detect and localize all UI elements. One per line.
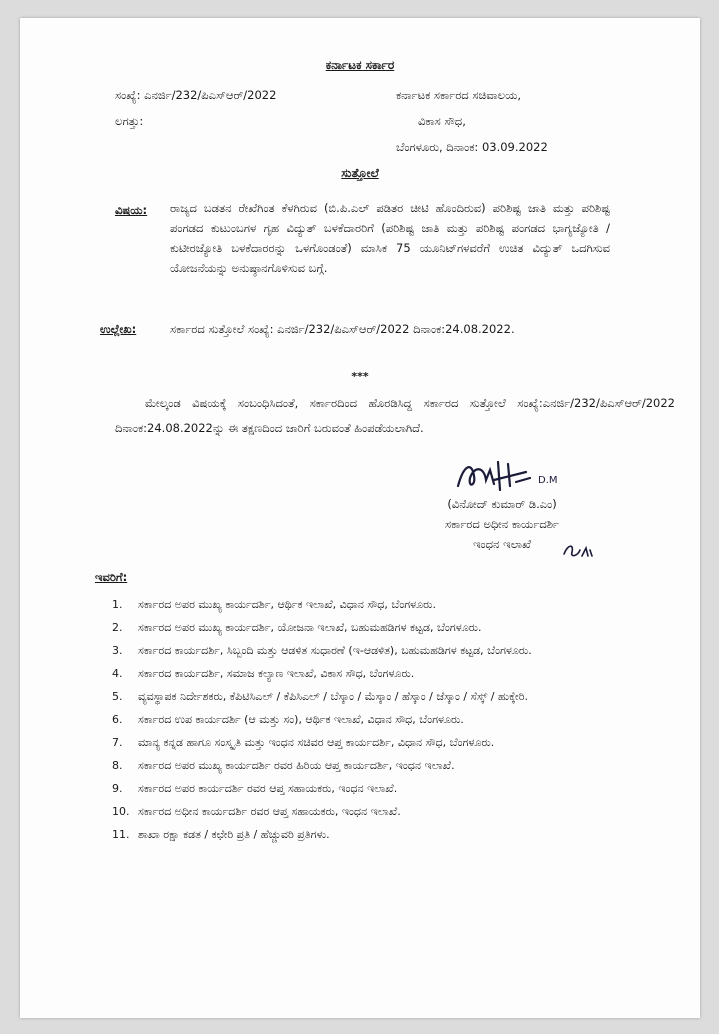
signatory-designation: ಸರ್ಕಾರದ ಅಧೀನ ಕಾರ್ಯದರ್ಶಿ <box>444 517 560 531</box>
signatory-department: ಇಂಧನ ಇಲಾಖೆ <box>473 537 531 551</box>
item-number: 9. <box>112 782 123 795</box>
body-paragraph: ಮೇಲ್ಕಂಡ ವಿಷಯಕ್ಕೆ ಸಂಬಂಧಿಸಿದಂತೆ, ಸರ್ಕಾರದಿಂದ ಹೊರಡಿಸಿದ್ದ ಸರ್ಕಾರದ ಸುತ್ತೋಲೆ ಸಂಖ್ಯೆ:ಎನರ್ಜಿ/232/ಪಿಎಸ್‌ಆರ್/2022 ದಿನಾಂಕ:24.08.2022ನ್ನು ಈ ತಕ್ಷಣದಿಂದ ಜಾರಿಗೆ ಬರುವಂತೆ ಹಿಂಪಡೆಯಲಾಗಿದೆ. <box>115 396 675 435</box>
signatory-name: (ವಿನೋದ್ ಕುಮಾರ್ ಡಿ.ಎಂ) <box>447 497 557 511</box>
item-number: 8. <box>112 759 123 772</box>
list-item <box>112 780 618 797</box>
subject-text: ರಾಜ್ಯದ ಬಡತನ ರೇಖೆಗಿಂತ ಕೆಳಗಿರುವ (ಬಿ.ಪಿ.ಎಲ್ ಪಡಿತರ ಚೀಟಿ ಹೊಂದಿರುವ) ಪರಿಶಿಷ್ಟ ಜಾತಿ ಮತ್ತು ಪರಿಶಿಷ್ಟ ಪಂಗಡದ ಕುಟುಂಬಗಳ ಗೃಹ ವಿದ್ಯುತ್ ಬಳಕೆದಾರರಿಗೆ (ಪರಿಶಿಷ್ಟ ಜಾತಿ ಮತ್ತು ಪರಿಶಿಷ್ಟ ಪಂಗಡದ ಭಾಗ್ಯಜ್ಯೋತಿ / ಕುಟೀರಜ್ಯೋತಿ ಬಳಕೆದಾರರನ್ನು ಒಳಗೊಂಡಂತೆ) ಮಾಸಿಕ 75 ಯೂನಿಟ್‌ಗಳವರೆಗೆ ಉಚಿತ ವಿದ್ಯುತ್ ಒದಗಿಸುವ ಯೋಜನೆಯನ್ನು ಅನುಷ್ಠಾನಗೊಳಿಸುವ ಬಗ್ಗೆ. <box>170 201 610 275</box>
separator-stars: *** <box>351 370 369 383</box>
order-number: ಸಂಖ್ಯೆ: ಎನರ್ಜಿ/232/ಪಿಎಸ್‌ಆರ್/2022 <box>115 88 277 102</box>
place-date: ಬೆಂಗಳೂರು, ದಿನಾಂಕ: 03.09.2022 <box>396 140 548 154</box>
list-item <box>112 711 618 728</box>
svg-text:D.M: D.M <box>538 475 558 486</box>
list-item <box>112 826 618 843</box>
list-item <box>112 688 618 705</box>
office-building: ವಿಕಾಸ ಸೌಧ, <box>418 114 466 128</box>
reference-label: ಉಲ್ಲೇಖ: <box>100 322 137 336</box>
item-text: ಸರ್ಕಾರದ ಅಧೀನ ಕಾರ್ಯದರ್ಶಿ ರವರ ಆಪ್ತ ಸಹಾಯಕರು, ಇಂಧನ ಇಲಾಖೆ. <box>138 805 401 818</box>
item-number: 1. <box>112 598 123 611</box>
list-item <box>112 665 618 682</box>
item-text: ವ್ಯವಸ್ಥಾಪಕ ನಿರ್ದೇಶಕರು, ಕೆಪಿಟಿಸಿಎಲ್ / ಕೆಪಿಸಿಎಲ್ / ಬೆಸ್ಕಾಂ / ಮೆಸ್ಕಾಂ / ಹೆಸ್ಕಾಂ / ಜೆಸ್ಕಾಂ / ಸೆಸ್ಕ್ / ಹುಕ್ಕೇರಿ. <box>138 690 529 703</box>
initials-scribble <box>560 540 600 562</box>
item-number: 10. <box>112 805 130 818</box>
item-text: ಸರ್ಕಾರದ ಉಪ ಕಾರ್ಯದರ್ಶಿ (ಆ ಮತ್ತು ಸಂ), ಆರ್ಥಿಕ ಇಲಾಖೆ, ವಿಧಾನ ಸೌಧ, ಬೆಂಗಳೂರು. <box>138 713 464 726</box>
item-text: ಸರ್ಕಾರದ ಅಪರ ಮುಖ್ಯ ಕಾರ್ಯದರ್ಶಿ, ಯೋಜನಾ ಇಲಾಖೆ, ಬಹುಮಹಡಿಗಳ ಕಟ್ಟಡ, ಬೆಂಗಳೂರು. <box>138 621 482 634</box>
item-number: 5. <box>112 690 123 703</box>
subject-label: ವಿಷಯ: <box>115 203 148 217</box>
circular-title: ಸುತ್ತೋಲೆ <box>341 166 379 180</box>
item-text: ಸರ್ಕಾರದ ಅಪರ ಕಾರ್ಯದರ್ಶಿ ರವರ ಆಪ್ತ ಸಹಾಯಕರು, ಇಂಧನ ಇಲಾಖೆ. <box>138 782 398 795</box>
government-title: ಕರ್ನಾಟಕ ಸರ್ಕಾರ <box>325 58 395 72</box>
item-text: ಸರ್ಕಾರದ ಕಾರ್ಯದರ್ಶಿ, ಸಿಬ್ಬಂದಿ ಮತ್ತು ಆಡಳಿತ ಸುಧಾರಣೆ (ಇ-ಆಡಳಿತ), ಬಹುಮಹಡಿಗಳ ಕಟ್ಟಡ, ಬೆಂಗಳೂರು. <box>138 644 532 657</box>
item-text: ಮಾನ್ಯ ಕನ್ನಡ ಹಾಗೂ ಸಂಸ್ಕೃತಿ ಮತ್ತು ಇಂಧನ ಸಚಿವರ ಆಪ್ತ ಕಾರ್ಯದರ್ಶಿ, ವಿಧಾನ ಸೌಧ, ಬೆಂಗಳೂರು. <box>138 736 495 749</box>
item-number: 3. <box>112 644 123 657</box>
enclosure-label: ಲಗತ್ತು: <box>115 114 144 128</box>
item-number: 11. <box>112 828 130 841</box>
copies-heading: ಇವರಿಗೆ: <box>95 570 128 584</box>
office-name: ಕರ್ನಾಟಕ ಸರ್ಕಾರದ ಸಚಿವಾಲಯ, <box>396 88 522 102</box>
list-item <box>112 619 618 636</box>
list-item <box>112 642 618 659</box>
item-number: 4. <box>112 667 123 680</box>
list-item <box>112 757 618 774</box>
item-text: ಶಾಖಾ ರಕ್ಷಾ ಕಡತ / ಕಛೇರಿ ಪ್ರತಿ / ಹೆಚ್ಚುವರಿ ಪ್ರತಿಗಳು. <box>138 828 330 841</box>
item-number: 7. <box>112 736 123 749</box>
signature-scribble <box>450 456 580 496</box>
reference-text: ಸರ್ಕಾರದ ಸುತ್ತೋಲೆ ಸಂಖ್ಯೆ: ಎನರ್ಜಿ/232/ಪಿಎಸ್‌ಆರ್/2022 ದಿನಾಂಕ:24.08.2022. <box>170 322 515 336</box>
item-text: ಸರ್ಕಾರದ ಕಾರ್ಯದರ್ಶಿ, ಸಮಾಜ ಕಲ್ಯಾಣ ಇಲಾಖೆ, ವಿಕಾಸ ಸೌಧ, ಬೆಂಗಳೂರು. <box>138 667 415 680</box>
list-item <box>112 803 618 820</box>
list-item <box>112 596 618 613</box>
item-number: 6. <box>112 713 123 726</box>
item-text: ಸರ್ಕಾರದ ಅಪರ ಮುಖ್ಯ ಕಾರ್ಯದರ್ಶಿ ರವರ ಹಿರಿಯ ಆಪ್ತ ಕಾರ್ಯದರ್ಶಿ, ಇಂಧನ ಇಲಾಖೆ. <box>138 759 455 772</box>
item-text: ಸರ್ಕಾರದ ಅಪರ ಮುಖ್ಯ ಕಾರ್ಯದರ್ಶಿ, ಆರ್ಥಿಕ ಇಲಾಖೆ, ವಿಧಾನ ಸೌಧ, ಬೆಂಗಳೂರು. <box>138 598 436 611</box>
document-page <box>20 18 700 1018</box>
copies-list <box>112 596 618 849</box>
item-number: 2. <box>112 621 123 634</box>
list-item <box>112 734 618 751</box>
